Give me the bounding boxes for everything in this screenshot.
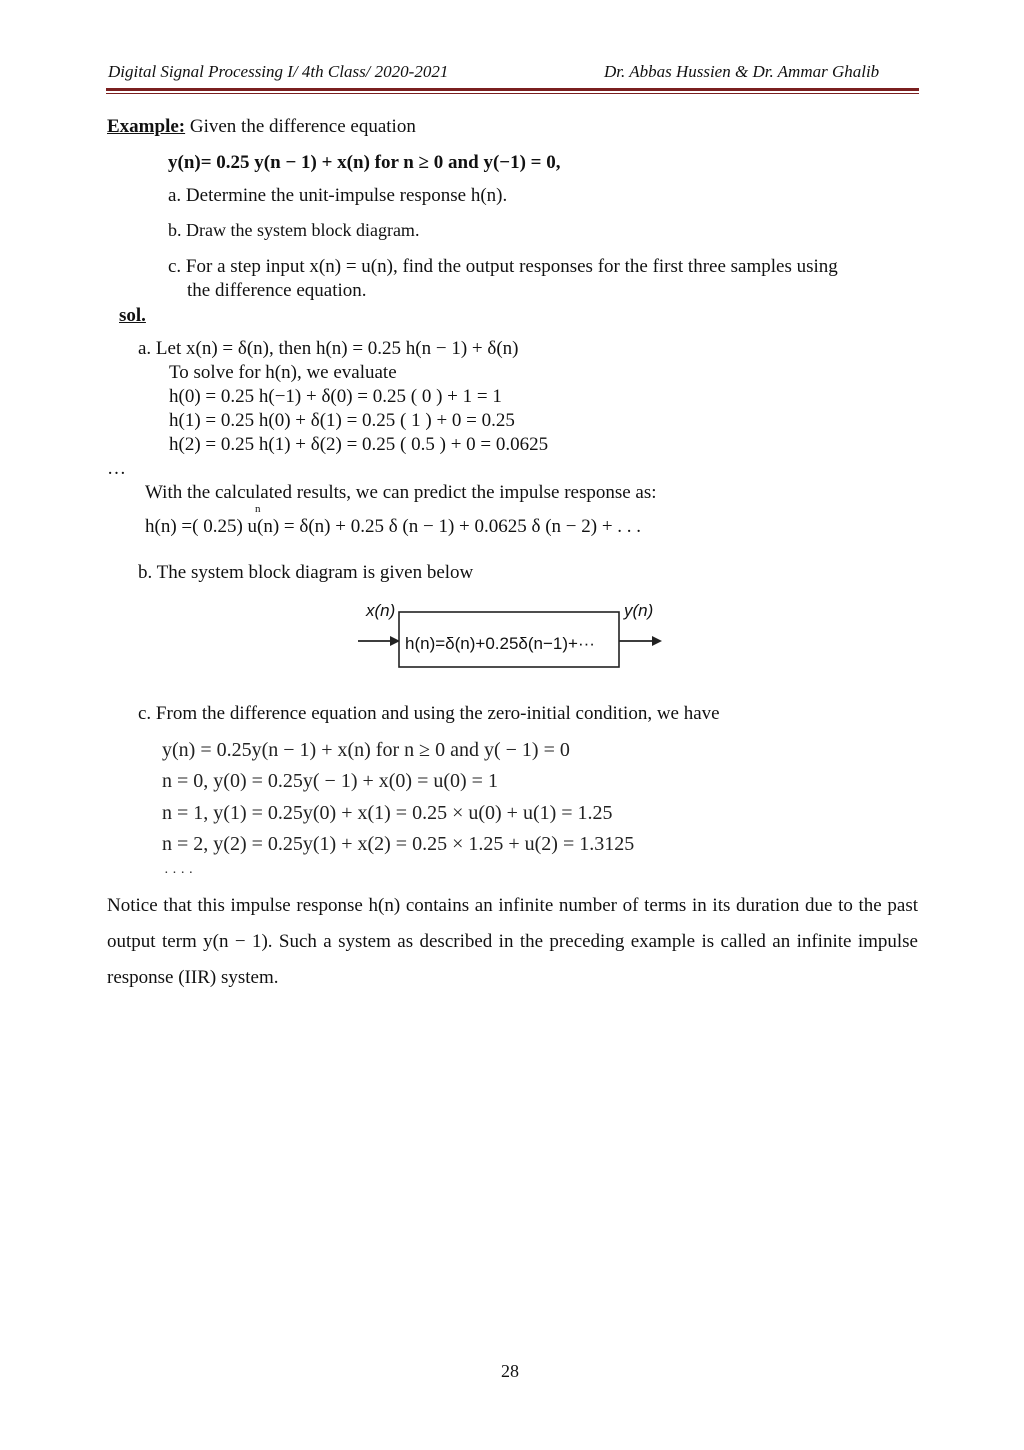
item-c: c. For a step input x(n) = u(n), find the output responses for the first three samples using xyxy=(168,256,838,277)
sol-a-line-1: a. Let x(n) = δ(n), then h(n) = 0.25 h(n − 1) + δ(n) xyxy=(138,338,519,359)
item-b: b. Draw the system block diagram. xyxy=(168,220,420,240)
diagram-output-label: y(n) xyxy=(624,601,654,620)
header-rule-thick xyxy=(106,88,919,91)
impulse-response-formula: h(n) =( 0.25) u(n) = δ(n) + 0.25 δ (n − 1) + 0.0625 δ (n − 2) + . . . xyxy=(145,516,642,537)
block-transfer-text: h(n)=δ(n)+0.25δ(n−1)+··· xyxy=(405,634,595,653)
notice-paragraph: Notice that this impulse response h(n) contains an infinite number of terms in its duration due to the past output term y(n − 1). Such a system as described in the preceding example is called an infinite impulse response (IIR) system. xyxy=(107,895,918,988)
c-eq-3: n = 1, y(1) = 0.25y(0) + x(1) = 0.25 × u(0) + u(1) = 1.25 xyxy=(162,802,613,824)
example-intro: Given the difference equation xyxy=(185,116,416,137)
c-eq-4: n = 2, y(2) = 0.25y(1) + x(2) = 0.25 × 1.25 + u(2) = 1.3125 xyxy=(162,833,635,855)
header-rule-thin xyxy=(106,93,919,94)
page-number: 28 xyxy=(501,1361,519,1381)
item-c-cont: the difference equation. xyxy=(187,280,367,301)
exponent-n: n xyxy=(255,503,261,515)
predict-line: With the calculated results, we can predict the impulse response as: xyxy=(145,482,657,503)
c-eq-2: n = 0, y(0) = 0.25y( − 1) + x(0) = u(0) = 1 xyxy=(162,770,498,792)
output-arrow-head xyxy=(652,636,662,646)
sol-a-line-5: h(2) = 0.25 h(1) + δ(2) = 0.25 ( 0.5 ) + 0 = 0.0625 xyxy=(169,434,549,455)
diagram-input-label: x(n) xyxy=(366,601,396,620)
sol-b-line: b. The system block diagram is given below xyxy=(138,562,474,583)
ellipsis: … xyxy=(107,458,126,479)
header-left: Digital Signal Processing I/ 4th Class/ 2020-2021 xyxy=(108,62,449,81)
sol-a-line-3: h(0) = 0.25 h(−1) + δ(0) = 0.25 ( 0 ) + 1 = 1 xyxy=(169,386,502,407)
sol-a-line-2: To solve for h(n), we evaluate xyxy=(169,362,397,383)
c-eq-1: y(n) = 0.25y(n − 1) + x(n) for n ≥ 0 and y( − 1) = 0 xyxy=(162,739,570,761)
sol-c-line: c. From the difference equation and using the zero-initial condition, we have xyxy=(138,703,720,724)
example-heading xyxy=(107,116,416,138)
header-right: Dr. Abbas Hussien & Dr. Ammar Ghalib xyxy=(604,62,880,81)
difference-equation: y(n)= 0.25 y(n − 1) + x(n) for n ≥ 0 and y(−1) = 0, xyxy=(168,152,561,173)
sol-label: sol. xyxy=(119,305,146,326)
c-eq-dots: · · · · xyxy=(164,866,194,881)
sol-a-line-4: h(1) = 0.25 h(0) + δ(1) = 0.25 ( 1 ) + 0 = 0.25 xyxy=(169,410,515,431)
example-label: Example: xyxy=(107,116,186,137)
item-a: a. Determine the unit-impulse response h(n). xyxy=(168,185,508,206)
